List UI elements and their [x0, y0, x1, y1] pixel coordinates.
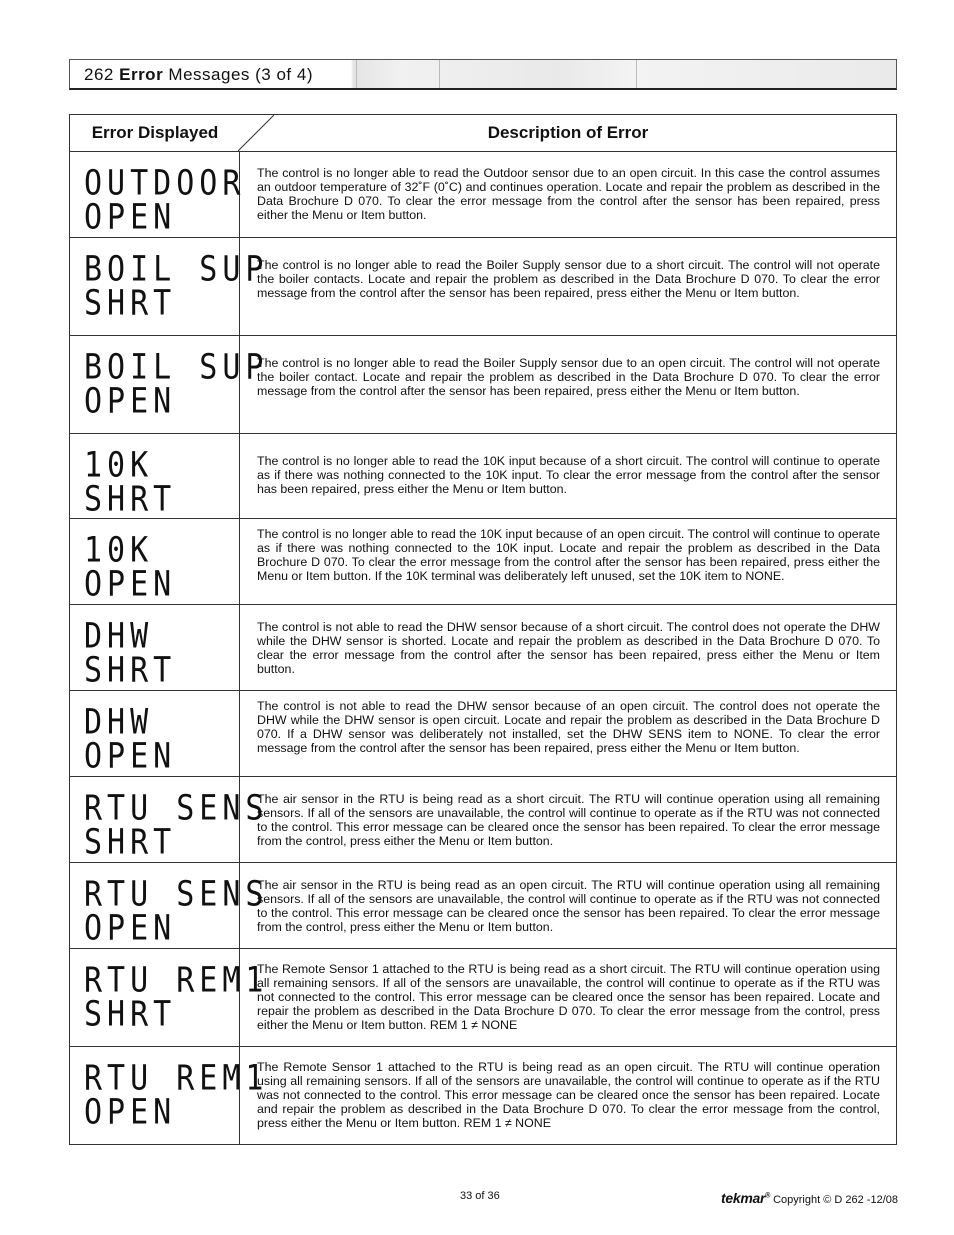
- table-row: [70, 605, 896, 691]
- lcd-line-1: DHW: [84, 616, 154, 657]
- lcd-line-1: RTU SENS: [84, 874, 269, 915]
- copyright-text: Copyright © D 262 -12/08: [773, 1194, 898, 1206]
- error-description: The Remote Sensor 1 attached to the RTU is being read as an open circuit. The RTU will continue operation using all remaining sensors. If all of the sensors are unavailable, the control will continue to operate as if the RTU was not connected to the control. This error message can be cleared once the sensor has been repaired. Locate and repair the problem as described in the Data Brochure D 070. To clear the error message from the control, press either the Menu or Item button. REM 1 ≠ NONE: [257, 1060, 880, 1130]
- lcd-line-2: SHRT: [84, 283, 177, 324]
- lcd-line-2: OPEN: [84, 564, 177, 605]
- error-description: The control is not able to read the DHW sensor because of an open circuit. The control does not operate the DHW while the DHW sensor is open circuit. Locate and repair the problem as described in the Data Brochure D 070. If a DHW sensor was deliberately not installed, set the DHW SENS item to NONE. To clear the error message from the control after the sensor has been repaired, press either the Menu or Item button.: [257, 699, 880, 755]
- lcd-display-cell: [70, 777, 269, 863]
- lcd-line-2: SHRT: [84, 994, 177, 1035]
- table-row: [70, 949, 896, 1047]
- lcd-display-cell: [70, 863, 269, 949]
- table-row: [70, 152, 896, 238]
- lcd-display-cell: [70, 605, 240, 690]
- column-header-error-displayed: Error Displayed: [91, 123, 219, 142]
- error-description: The control is no longer able to read the Outdoor sensor due to an open circuit. In this case the control assumes an outdoor temperature of 32˚F (0˚C) and continues operation. Locate and repair the problem as described in the Data Brochure D 070. To clear the error message from the control after the sensor has been repaired, press either the Menu or Item button.: [257, 166, 880, 222]
- page-number: 33 of 36: [460, 1190, 500, 1202]
- lcd-line-1: RTU REM1: [84, 1058, 269, 1099]
- error-description: The control is no longer able to read the Boiler Supply sensor due to an open circuit. The control will not operate the boiler contact. Locate and repair the problem as described in the Data Brochure D 070. To clear the error message from the control after the sensor has been repaired, press either the Menu or Item button.: [257, 356, 880, 398]
- lcd-display-cell: [70, 949, 269, 1046]
- lcd-display-cell: [70, 152, 246, 238]
- table-row: [70, 336, 896, 434]
- lcd-line-2: OPEN: [84, 908, 177, 949]
- error-description: The control is not able to read the DHW sensor because of a short circuit. The control does not operate the DHW while the DHW sensor is shorted. Locate and repair the problem as described in the Data Brochure D 070. To clear the error message from the control after the sensor has been repaired, press either the Menu or Item button.: [257, 620, 880, 676]
- lcd-line-2: SHRT: [84, 822, 177, 863]
- section-title: [84, 65, 313, 85]
- lcd-display-cell: [70, 691, 240, 776]
- lcd-line-1: DHW: [84, 702, 154, 743]
- lcd-line-1: 10K: [84, 530, 154, 571]
- lcd-line-1: RTU REM1: [84, 960, 269, 1001]
- lcd-line-1: OUTDOOR: [84, 163, 246, 204]
- lcd-line-2: OPEN: [84, 197, 177, 238]
- error-description: The control is no longer able to read the 10K input because of an open circuit. The control will continue to operate as if there was nothing connected to the 10K input. Locate and repair the problem as described in the Data Brochure D 070. To clear the error message from the control after the sensor has been repaired, press either the Menu or Item button. If the 10K terminal was deliberately left unused, set the 10K item to NONE.: [257, 527, 880, 583]
- lcd-display-cell: [70, 238, 269, 335]
- lcd-display-cell: [70, 1047, 269, 1144]
- error-table: [69, 114, 897, 1145]
- error-description: The air sensor in the RTU is being read as a short circuit. The RTU will continue operation using all remaining sensors. If all of the sensors are unavailable, the control will continue to operate as if the RTU was not connected to the control. This error message can be cleared once the sensor has been repaired. To clear the error message from the control, press either the Menu or Item button.: [257, 792, 880, 848]
- brand-registered-mark: ®: [765, 1192, 771, 1200]
- lcd-line-2: OPEN: [84, 381, 177, 422]
- lcd-line-2: OPEN: [84, 1092, 177, 1133]
- header-divider: [636, 60, 637, 88]
- error-description: The control is no longer able to read the 10K input because of a short circuit. The control will continue to operate as if there was nothing connected to the 10K input. To clear the error message from the control after the sensor has been repaired, press either the Menu or Item button.: [257, 454, 880, 496]
- brand-name: tekmar: [721, 1190, 766, 1206]
- lcd-line-2: SHRT: [84, 650, 177, 691]
- lcd-display-cell: [70, 519, 240, 604]
- lcd-line-1: RTU SENS: [84, 788, 269, 829]
- section-number: 262: [84, 65, 114, 84]
- lcd-display-cell: [70, 434, 240, 518]
- brand-logo: [721, 1190, 770, 1206]
- section-title-bold: Error: [119, 65, 164, 84]
- table-header: [70, 115, 896, 152]
- lcd-line-1: BOIL SUP: [84, 347, 269, 388]
- table-row: [70, 238, 896, 336]
- footer-copyright-block: [721, 1190, 898, 1206]
- lcd-line-2: SHRT: [84, 479, 177, 520]
- table-row: [70, 1047, 896, 1144]
- table-row: [70, 519, 896, 605]
- section-title-rest: Messages (3 of 4): [168, 65, 313, 84]
- lcd-line-2: OPEN: [84, 736, 177, 777]
- lcd-line-1: 10K: [84, 445, 154, 486]
- lcd-display-cell: [70, 336, 269, 433]
- header-divider: [356, 60, 357, 88]
- section-header-bar: [69, 59, 897, 90]
- header-divider: [439, 60, 440, 88]
- column-header-description: Description of Error: [487, 123, 649, 142]
- table-row: [70, 691, 896, 777]
- lcd-line-1: BOIL SUP: [84, 249, 269, 290]
- table-row: [70, 434, 896, 519]
- table-row: [70, 863, 896, 949]
- error-description: The control is no longer able to read the Boiler Supply sensor due to a short circuit. The control will not operate the boiler contacts. Locate and repair the problem as described in the Data Brochure D 070. To clear the error message from the control after the sensor has been repaired, press either the Menu or Item button.: [257, 258, 880, 300]
- error-description: The air sensor in the RTU is being read as an open circuit. The RTU will continue operation using all remaining sensors. If all of the sensors are unavailable, the control will continue to operate as if the RTU was not connected to the control. This error message can be cleared once the sensor has been repaired. To clear the error message from the control, press either the Menu or Item button.: [257, 878, 880, 934]
- table-row: [70, 777, 896, 863]
- error-description: The Remote Sensor 1 attached to the RTU is being read as a short circuit. The RTU will continue operation using all remaining sensors. If all of the sensors are unavailable, the control will continue to operate as if the RTU was not connected to the control. This error message can be cleared once the sensor has been repaired. Locate and repair the problem as described in the Data Brochure D 070. To clear the error message from the control, press either the Menu or Item button. REM 1 ≠ NONE: [257, 962, 880, 1032]
